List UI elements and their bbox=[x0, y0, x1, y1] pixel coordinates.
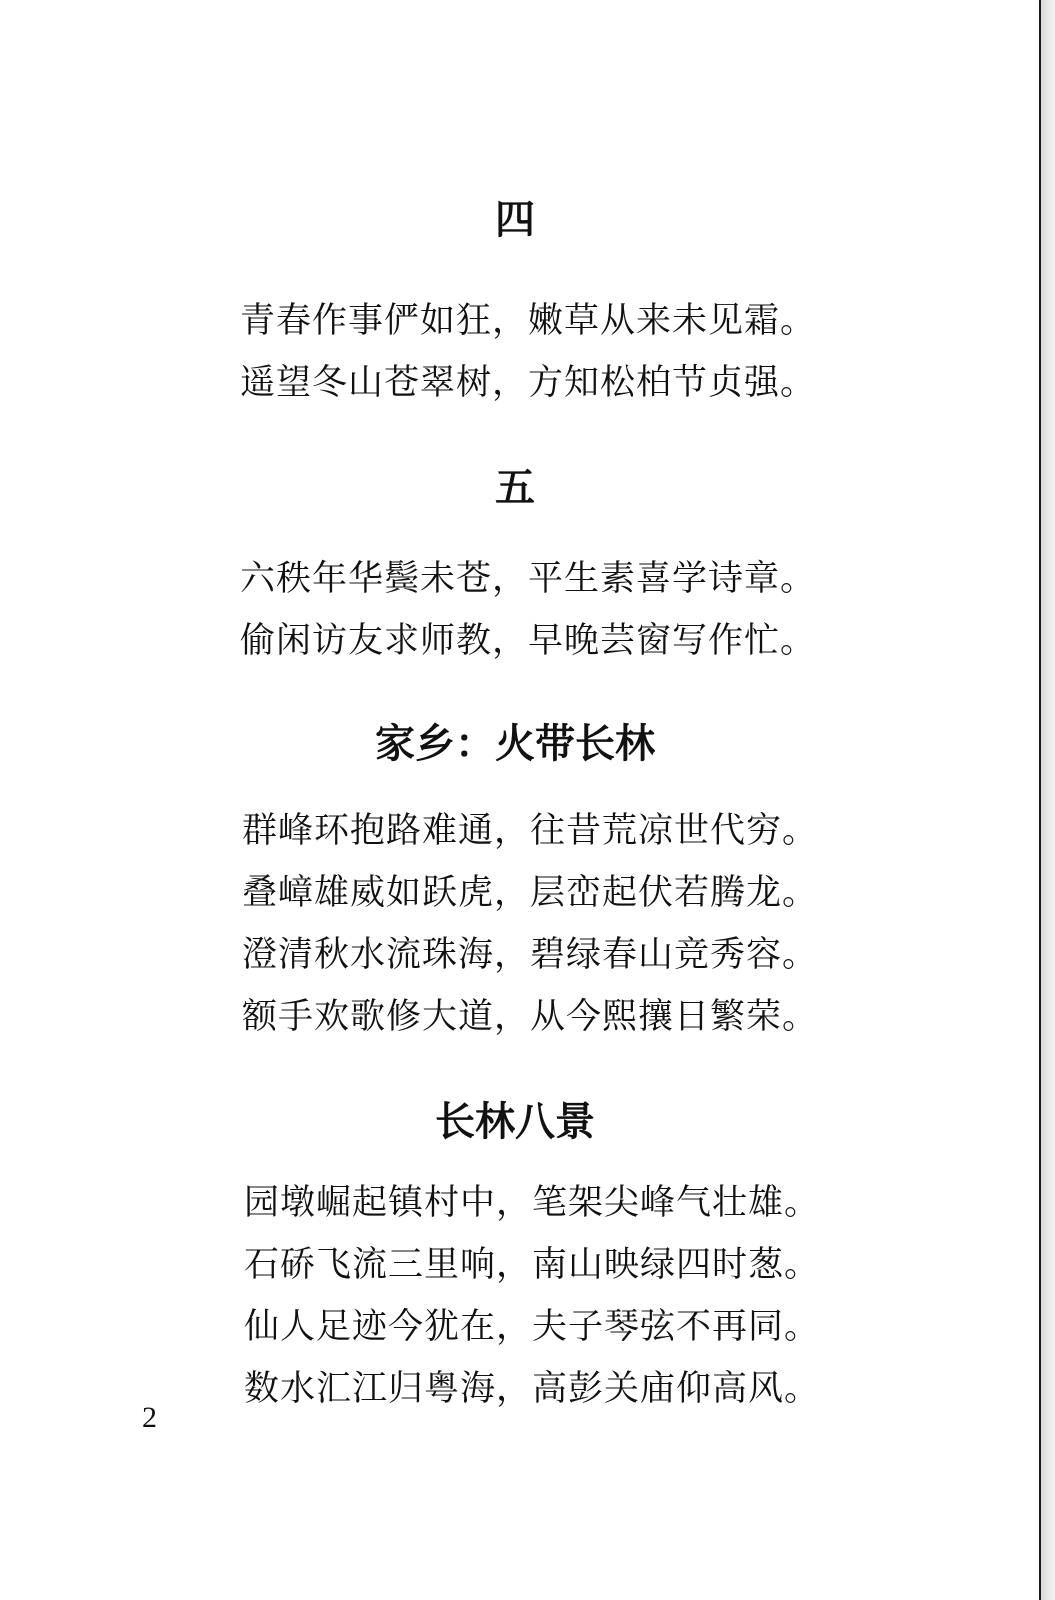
poem-stanza-four bbox=[240, 290, 816, 414]
poem-title-eight-views: 长林八景 bbox=[435, 1099, 595, 1145]
poem-line: 仙人足迹今犹在，夫子琴弦不再同。 bbox=[244, 1307, 821, 1347]
poem-line: 石硚飞流三里响，南山映绿四时葱。 bbox=[244, 1245, 821, 1285]
poem-title-hometown: 家乡：火带长林 bbox=[375, 721, 655, 767]
poem-line: 澄清秋水流珠海，碧绿春山竞秀容。 bbox=[242, 935, 819, 975]
page-number: 2 bbox=[142, 1401, 157, 1434]
poem-stanza-eight-views bbox=[244, 1172, 820, 1420]
poem-title-five: 五 bbox=[495, 465, 535, 511]
poem-line: 叠嶂雄威如跃虎，层峦起伏若腾龙。 bbox=[242, 873, 819, 913]
scan-edge-shadow bbox=[1041, 0, 1055, 1600]
poem-line: 额手欢歌修大道，从今熙攘日繁荣。 bbox=[242, 997, 819, 1037]
poem-stanza-five bbox=[240, 548, 816, 672]
poem-line: 数水汇江归粤海，高彭关庙仰高风。 bbox=[244, 1369, 821, 1409]
poem-line: 六秩年华鬓未苍，平生素喜学诗章。 bbox=[240, 559, 817, 599]
poem-line: 偷闲访友求师教，早晚芸窗写作忙。 bbox=[240, 621, 817, 661]
poem-stanza-hometown bbox=[242, 800, 818, 1048]
scan-edge-line bbox=[1039, 0, 1041, 1600]
poem-line: 群峰环抱路难通，往昔荒凉世代穷。 bbox=[242, 811, 819, 851]
poem-line: 青春作事俨如狂，嫩草从来未见霜。 bbox=[240, 301, 817, 341]
poem-line: 遥望冬山苍翠树，方知松柏节贞强。 bbox=[240, 363, 817, 403]
poem-line: 园墩崛起镇村中，笔架尖峰气壮雄。 bbox=[244, 1183, 821, 1223]
poem-title-four: 四 bbox=[495, 197, 535, 243]
